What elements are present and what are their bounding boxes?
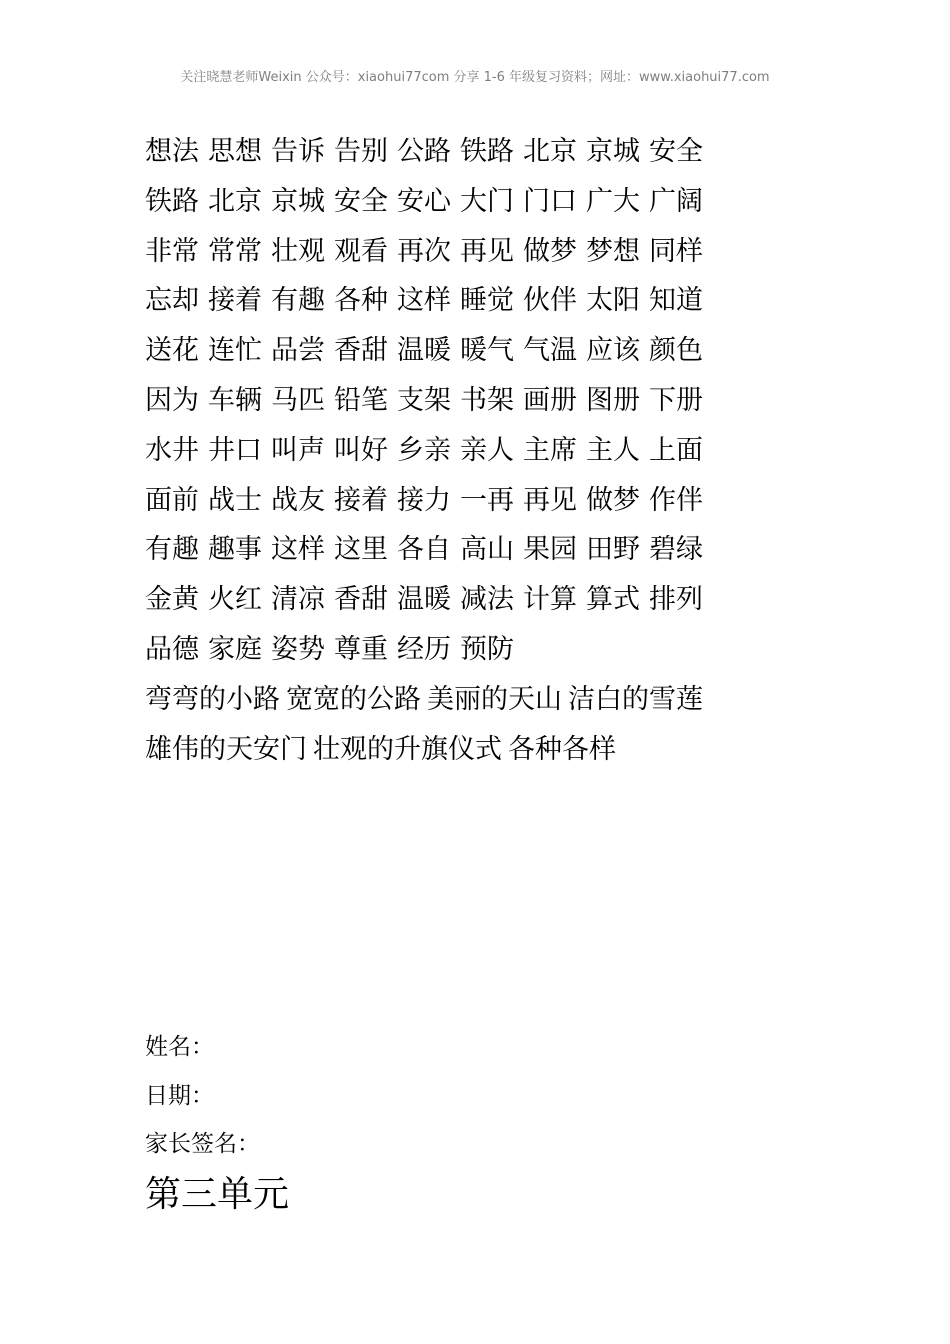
vocabulary-word: 常常 [208,235,262,267]
word-row [145,476,935,526]
vocabulary-word: 经历 [397,633,451,665]
vocabulary-phrase: 壮观的升旗仪式 [313,733,502,765]
word-row [145,127,935,177]
vocabulary-phrase: 雄伟的天安门 [145,733,307,765]
vocabulary-word: 京城 [271,185,325,217]
vocabulary-word: 品德 [145,633,199,665]
vocabulary-word: 知道 [649,285,703,317]
phrase-row [145,725,935,775]
vocabulary-word: 算式 [586,584,640,616]
vocabulary-word: 这样 [397,285,451,317]
vocabulary-word: 做梦 [523,235,577,267]
vocabulary-word: 各种 [334,285,388,317]
vocabulary-word: 同样 [649,235,703,267]
vocabulary-word: 叫声 [271,434,325,466]
vocabulary-word: 各自 [397,534,451,566]
word-row [145,276,935,326]
vocabulary-word: 再次 [397,235,451,267]
vocabulary-word: 应该 [586,335,640,367]
vocabulary-word: 这样 [271,534,325,566]
vocabulary-word: 送花 [145,335,199,367]
vocabulary-word-list [145,127,935,774]
vocabulary-word: 果园 [523,534,577,566]
vocabulary-word: 再见 [523,484,577,516]
vocabulary-word: 作伴 [649,484,703,516]
page-header-note: 关注晓慧老师Weixin 公众号：xiaohui77com 分享 1-6 年级复习资料；网址：www.xiaohui77.com [180,70,770,85]
vocabulary-word: 清凉 [271,584,325,616]
vocabulary-word: 再见 [460,235,514,267]
vocabulary-word: 车辆 [208,384,262,416]
vocabulary-word: 排列 [649,584,703,616]
vocabulary-word: 马匹 [271,384,325,416]
name-label: 姓名： [145,1034,214,1060]
word-row [145,326,935,376]
vocabulary-word: 做梦 [586,484,640,516]
vocabulary-word: 连忙 [208,335,262,367]
vocabulary-word: 睡觉 [460,285,514,317]
vocabulary-word: 田野 [586,534,640,566]
vocabulary-word: 乡亲 [397,434,451,466]
date-label: 日期： [145,1082,214,1109]
vocabulary-word: 广阔 [649,185,703,217]
vocabulary-phrase: 弯弯的小路 [145,683,280,715]
vocabulary-word: 壮观 [271,235,325,267]
vocabulary-word: 广大 [586,185,640,217]
vocabulary-word: 趣事 [208,534,262,566]
vocabulary-word: 金黄 [145,584,199,616]
vocabulary-word: 非常 [145,235,199,267]
word-row [145,177,935,227]
vocabulary-word: 碧绿 [649,534,703,566]
vocabulary-word: 大门 [460,185,514,217]
vocabulary-phrase: 宽宽的公路 [286,683,421,715]
vocabulary-word: 主席 [523,434,577,466]
word-row [145,426,935,476]
vocabulary-word: 北京 [523,136,577,167]
vocabulary-word: 接着 [334,484,388,516]
vocabulary-word: 有趣 [145,534,199,566]
vocabulary-word: 京城 [586,136,640,167]
student-info-form [145,1023,260,1169]
vocabulary-phrase: 美丽的天山 [427,683,562,715]
vocabulary-word: 图册 [586,384,640,416]
vocabulary-word: 门口 [523,185,577,217]
vocabulary-word: 减法 [460,584,514,616]
vocabulary-word: 亲人 [460,434,514,466]
vocabulary-word: 姿势 [271,633,325,665]
vocabulary-word: 主人 [586,434,640,466]
vocabulary-word: 公路 [397,136,451,167]
vocabulary-word: 告别 [334,136,388,167]
vocabulary-word: 香甜 [334,584,388,616]
unit-title: 第三单元 [145,1174,290,1215]
vocabulary-word: 安心 [397,185,451,217]
vocabulary-word: 一再 [460,484,514,516]
vocabulary-word: 下册 [649,384,703,416]
vocabulary-word: 书架 [460,384,514,416]
vocabulary-word: 尊重 [334,633,388,665]
vocabulary-word: 预防 [460,633,514,665]
word-row [145,625,935,675]
vocabulary-word: 火红 [208,584,262,616]
vocabulary-word: 因为 [145,384,199,416]
vocabulary-word: 安全 [649,136,703,167]
vocabulary-word: 安全 [334,185,388,217]
vocabulary-word: 思想 [208,136,262,167]
vocabulary-word: 铅笔 [334,384,388,416]
vocabulary-word: 铁路 [460,136,514,167]
word-row [145,227,935,277]
vocabulary-phrase: 洁白的雪莲 [568,683,703,715]
vocabulary-word: 战友 [271,484,325,516]
phrase-row [145,675,935,725]
vocabulary-word: 上面 [649,434,703,466]
vocabulary-word: 气温 [523,335,577,367]
vocabulary-word: 接力 [397,484,451,516]
vocabulary-word: 画册 [523,384,577,416]
vocabulary-word: 梦想 [586,235,640,267]
vocabulary-word: 接着 [208,285,262,317]
vocabulary-word: 井口 [208,434,262,466]
word-row [145,376,935,426]
vocabulary-word: 面前 [145,484,199,516]
vocabulary-word: 高山 [460,534,514,566]
vocabulary-word: 太阳 [586,285,640,317]
vocabulary-word: 伙伴 [523,285,577,317]
vocabulary-word: 北京 [208,185,262,217]
vocabulary-word: 计算 [523,584,577,616]
vocabulary-word: 告诉 [271,136,325,167]
vocabulary-phrase: 各种各样 [508,733,616,765]
vocabulary-word: 品尝 [271,335,325,367]
vocabulary-word: 观看 [334,235,388,267]
word-row [145,525,935,575]
vocabulary-word: 战士 [208,484,262,516]
vocabulary-word: 温暖 [397,584,451,616]
vocabulary-word: 这里 [334,534,388,566]
vocabulary-word: 水井 [145,434,199,466]
vocabulary-word: 暖气 [460,335,514,367]
vocabulary-word: 叫好 [334,434,388,466]
vocabulary-word: 家庭 [208,633,262,665]
vocabulary-word: 支架 [397,384,451,416]
vocabulary-word: 有趣 [271,285,325,317]
vocabulary-word: 温暖 [397,335,451,367]
vocabulary-word: 颜色 [649,335,703,367]
vocabulary-word: 香甜 [334,335,388,367]
vocabulary-word: 铁路 [145,185,199,217]
parent-signature-label: 家长签名： [145,1131,260,1157]
word-row [145,575,935,625]
vocabulary-word: 想法 [145,136,199,167]
vocabulary-word: 忘却 [145,285,199,317]
